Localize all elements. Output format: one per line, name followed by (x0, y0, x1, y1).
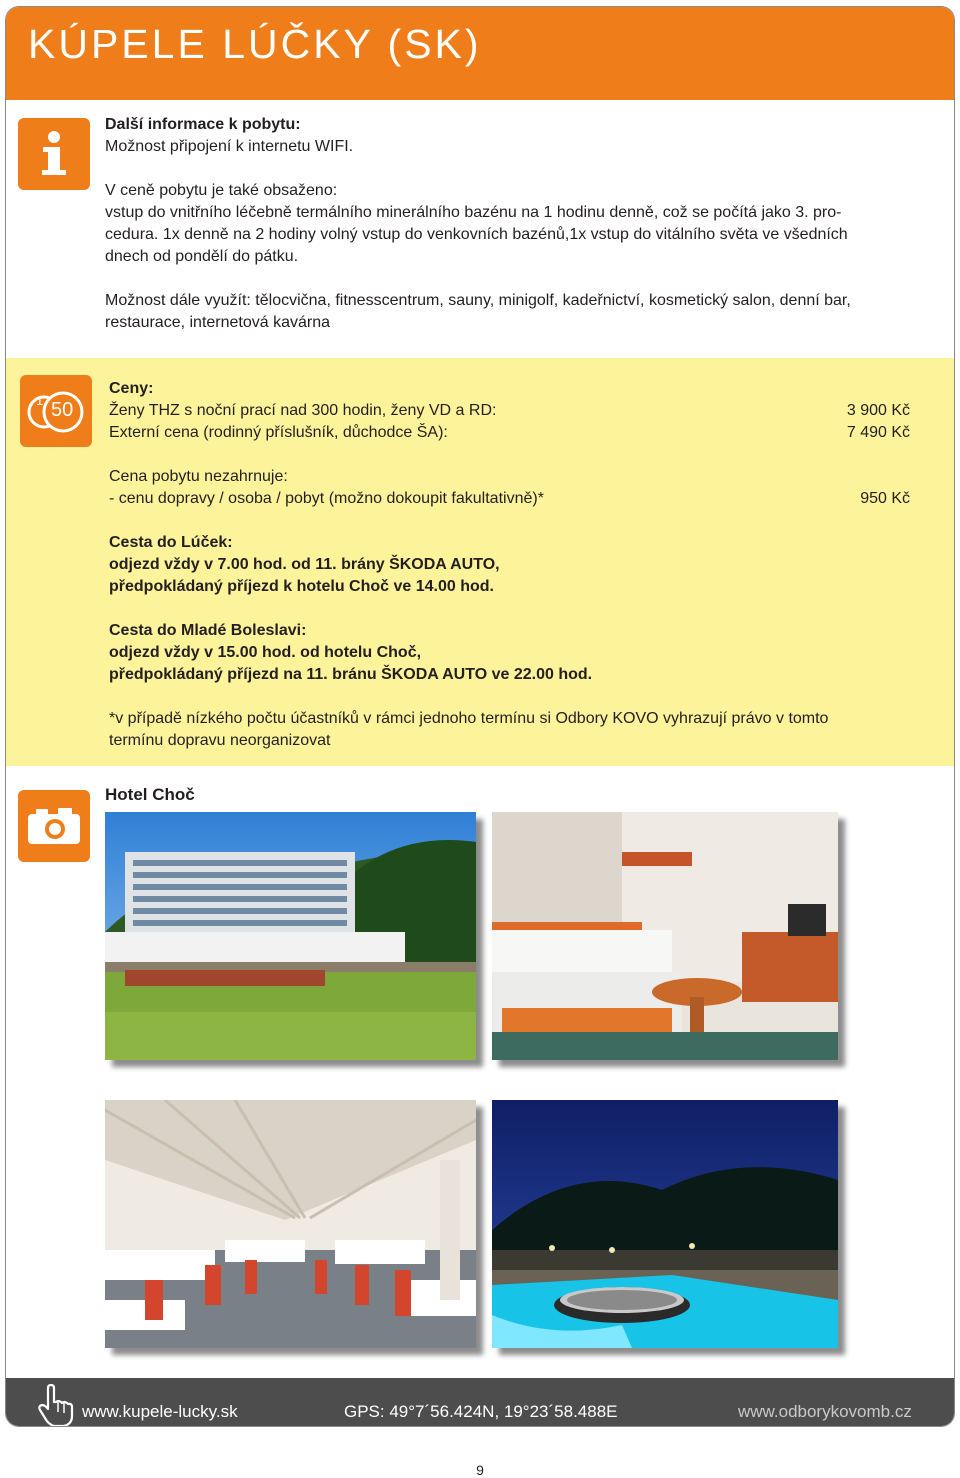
transport-note: termínu dopravu neorganizovat (109, 732, 331, 749)
excluded-price-value: 950 Kč (860, 490, 910, 507)
page-header (6, 7, 954, 100)
pointing-hand-icon (36, 1384, 76, 1427)
pool-night-photo (492, 1100, 838, 1348)
page-title: KÚPELE LÚČKY (SK) (28, 21, 482, 67)
prices-heading: Ceny: (109, 380, 154, 397)
page-number: 9 (476, 1462, 484, 1478)
excluded-row-label: - cenu dopravy / osoba / pobyt (možno dokoupit fakultativně)* (109, 490, 544, 507)
gallery-caption: Hotel Choč (105, 785, 195, 804)
included-line: cedura. 1x denně na 2 hodiny volný vstup do venkovních bazénů,1x vstup do vitálního světa ve všedních (105, 226, 848, 243)
prices-text (109, 378, 828, 752)
excluded-heading: Cena pobytu nezahrnuje: (109, 468, 288, 485)
footer-website[interactable]: www.kupele-lucky.sk (82, 1402, 238, 1421)
trip-to-line: odjezd vždy v 7.00 hod. od 11. brány ŠKODA AUTO, (109, 556, 500, 573)
info-text (105, 114, 851, 334)
included-heading: V ceně pobytu je také obsaženo: (105, 182, 338, 199)
page-footer (6, 1378, 954, 1426)
price-badge-number: 50 (51, 399, 74, 421)
footer-org-site[interactable]: www.odborykovomb.cz (738, 1402, 912, 1421)
options-line: Možnost dále využít: tělocvična, fitnesscentrum, sauny, minigolf, kadeřnictví, kosmetický salon, denní bar, (105, 292, 851, 309)
svg-text:1: 1 (36, 393, 44, 408)
price-value: 3 900 Kč (846, 402, 910, 419)
price-value: 7 490 Kč (846, 424, 910, 441)
price-badge-icon (20, 375, 92, 447)
trip-back-heading: Cesta do Mladé Boleslavi: (109, 622, 307, 639)
info-section (6, 100, 954, 358)
included-line: dnech od pondělí do pátku. (105, 248, 299, 265)
included-line: vstup do vnitřního léčebně termálního minerálního bazénu na 1 hodinu denně, což se počítá jako 3. pro- (105, 204, 842, 221)
trip-back-line: předpokládaný příjezd na 11. bránu ŠKODA AUTO ve 22.00 hod. (109, 666, 593, 683)
wifi-note: Možnost připojení k internetu WIFI. (105, 138, 354, 155)
camera-icon (18, 790, 90, 862)
prices-section (6, 358, 954, 766)
restaurant-photo (105, 1100, 476, 1348)
hotel-exterior-photo (105, 812, 476, 1060)
options-line: restaurace, internetová kavárna (105, 314, 331, 331)
price-row-label: Externí cena (rodinný příslušník, důchodce ŠA): (109, 424, 448, 441)
trip-back-line: odjezd vždy v 15.00 hod. od hotelu Choč, (109, 644, 422, 661)
trip-to-heading: Cesta do Lúček: (109, 534, 233, 551)
footer-gps: GPS: 49°7´56.424N, 19°23´58.488E (344, 1402, 618, 1421)
price-row-label: Ženy THZ s noční prací nad 300 hodin, ženy VD a RD: (109, 402, 497, 419)
info-heading: Další informace k pobytu: (105, 116, 301, 133)
hotel-room-photo (492, 812, 838, 1060)
page-frame (5, 6, 955, 1427)
info-icon (18, 118, 90, 190)
transport-note: *v případě nízkého počtu účastníků v rámci jednoho termínu si Odbory KOVO vyhrazují právo v tomto (109, 710, 829, 727)
trip-to-line: předpokládaný příjezd k hotelu Choč ve 14.00 hod. (109, 578, 494, 595)
gallery-section (6, 766, 954, 1378)
